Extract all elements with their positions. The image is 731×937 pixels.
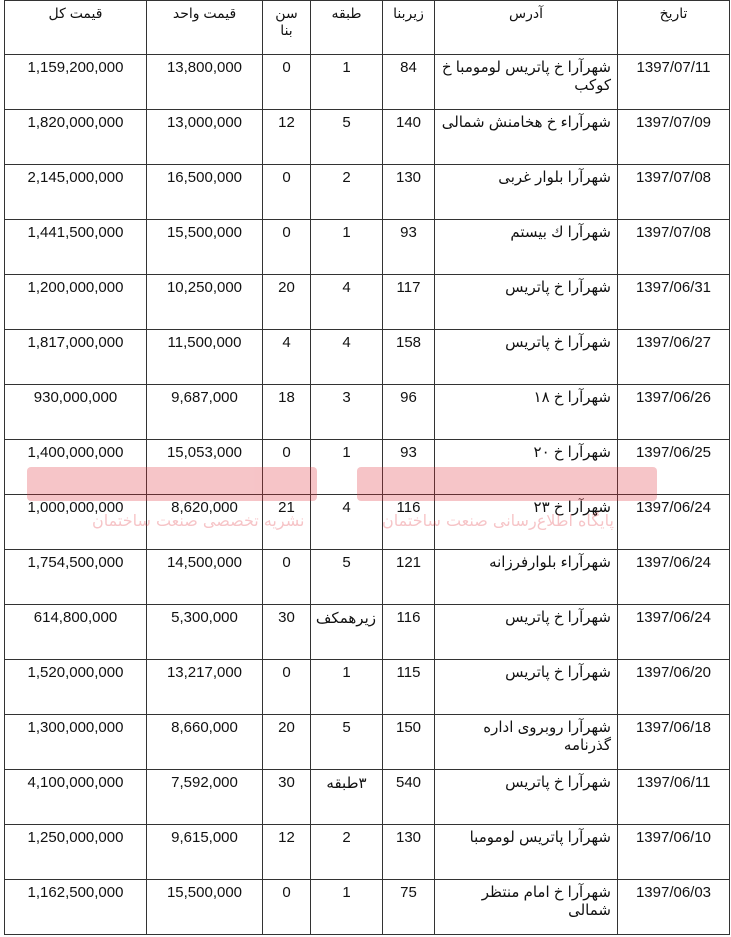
cell-address: شهرآرا بلوار غربی bbox=[435, 165, 618, 220]
cell-date: 1397/06/27 bbox=[618, 330, 730, 385]
cell-unit-price: 15,500,000 bbox=[147, 880, 263, 935]
cell-unit-price: 10,250,000 bbox=[147, 275, 263, 330]
cell-date: 1397/06/20 bbox=[618, 660, 730, 715]
header-total-price: قیمت کل bbox=[5, 1, 147, 55]
cell-total-price: 2,145,000,000 bbox=[5, 165, 147, 220]
cell-area: 158 bbox=[383, 330, 435, 385]
cell-area: 84 bbox=[383, 55, 435, 110]
cell-age: 20 bbox=[263, 275, 311, 330]
cell-address: شهرآرا خ پاتریس bbox=[435, 660, 618, 715]
cell-total-price: 4,100,000,000 bbox=[5, 770, 147, 825]
price-table bbox=[4, 0, 730, 935]
cell-address: شهرآرا خ پاتریس لومومبا خ کوکب bbox=[435, 55, 618, 110]
table-row bbox=[5, 220, 730, 275]
cell-date: 1397/06/03 bbox=[618, 880, 730, 935]
cell-total-price: 1,400,000,000 bbox=[5, 440, 147, 495]
table-row bbox=[5, 110, 730, 165]
cell-age: 0 bbox=[263, 880, 311, 935]
cell-age: 0 bbox=[263, 440, 311, 495]
cell-date: 1397/06/24 bbox=[618, 495, 730, 550]
cell-floor: زیرهمکف bbox=[311, 605, 383, 660]
cell-floor: ۳طبقه bbox=[311, 770, 383, 825]
table-row bbox=[5, 165, 730, 220]
cell-age: 21 bbox=[263, 495, 311, 550]
cell-unit-price: 14,500,000 bbox=[147, 550, 263, 605]
cell-unit-price: 9,687,000 bbox=[147, 385, 263, 440]
cell-address: شهرآرا خ ۲۳ bbox=[435, 495, 618, 550]
table-row bbox=[5, 495, 730, 550]
cell-age: 20 bbox=[263, 715, 311, 770]
cell-unit-price: 15,053,000 bbox=[147, 440, 263, 495]
cell-floor: 5 bbox=[311, 110, 383, 165]
cell-floor: 4 bbox=[311, 495, 383, 550]
cell-address: شهرآرا خ پاتریس bbox=[435, 275, 618, 330]
header-age: سن بنا bbox=[263, 1, 311, 55]
table-row bbox=[5, 275, 730, 330]
cell-unit-price: 13,800,000 bbox=[147, 55, 263, 110]
table-row bbox=[5, 55, 730, 110]
cell-floor: 2 bbox=[311, 825, 383, 880]
cell-total-price: 1,817,000,000 bbox=[5, 330, 147, 385]
cell-unit-price: 11,500,000 bbox=[147, 330, 263, 385]
table-row bbox=[5, 440, 730, 495]
cell-floor: 1 bbox=[311, 440, 383, 495]
cell-age: 30 bbox=[263, 605, 311, 660]
cell-floor: 1 bbox=[311, 660, 383, 715]
cell-address: شهرآرا پاتریس لومومبا bbox=[435, 825, 618, 880]
cell-address: شهرآرا خ امام منتظر شمالی bbox=[435, 880, 618, 935]
cell-unit-price: 16,500,000 bbox=[147, 165, 263, 220]
header-row bbox=[5, 1, 730, 55]
cell-unit-price: 15,500,000 bbox=[147, 220, 263, 275]
cell-age: 12 bbox=[263, 825, 311, 880]
cell-area: 115 bbox=[383, 660, 435, 715]
cell-age: 0 bbox=[263, 660, 311, 715]
cell-age: 0 bbox=[263, 55, 311, 110]
table-row bbox=[5, 770, 730, 825]
cell-age: 18 bbox=[263, 385, 311, 440]
cell-total-price: 1,441,500,000 bbox=[5, 220, 147, 275]
cell-address: شهرآرا خ پاتریس bbox=[435, 770, 618, 825]
header-address: آدرس bbox=[435, 1, 618, 55]
cell-floor: 2 bbox=[311, 165, 383, 220]
header-area: زیربنا bbox=[383, 1, 435, 55]
cell-area: 540 bbox=[383, 770, 435, 825]
cell-total-price: 1,820,000,000 bbox=[5, 110, 147, 165]
table-row bbox=[5, 715, 730, 770]
cell-age: 0 bbox=[263, 165, 311, 220]
header-floor: طبقه bbox=[311, 1, 383, 55]
watermark-subtitle-left: نشریه تخصصی صنعت ساختمان bbox=[92, 511, 305, 530]
cell-age: 4 bbox=[263, 330, 311, 385]
cell-date: 1397/06/25 bbox=[618, 440, 730, 495]
watermark-subtitle-right: پایگاه اطلاع‌رسانی صنعت ساختمان bbox=[382, 511, 614, 530]
cell-total-price: 1,200,000,000 bbox=[5, 275, 147, 330]
cell-unit-price: 8,620,000 bbox=[147, 495, 263, 550]
cell-total-price: 614,800,000 bbox=[5, 605, 147, 660]
cell-area: 140 bbox=[383, 110, 435, 165]
table-row bbox=[5, 880, 730, 935]
cell-date: 1397/07/08 bbox=[618, 165, 730, 220]
table-row bbox=[5, 825, 730, 880]
cell-area: 130 bbox=[383, 165, 435, 220]
cell-unit-price: 13,000,000 bbox=[147, 110, 263, 165]
cell-unit-price: 7,592,000 bbox=[147, 770, 263, 825]
cell-total-price: 1,162,500,000 bbox=[5, 880, 147, 935]
cell-age: 30 bbox=[263, 770, 311, 825]
cell-area: 130 bbox=[383, 825, 435, 880]
table-row bbox=[5, 550, 730, 605]
cell-floor: 5 bbox=[311, 715, 383, 770]
cell-address: شهرآرا خ ۱۸ bbox=[435, 385, 618, 440]
cell-total-price: 930,000,000 bbox=[5, 385, 147, 440]
cell-total-price: 1,000,000,000 bbox=[5, 495, 147, 550]
cell-unit-price: 5,300,000 bbox=[147, 605, 263, 660]
cell-date: 1397/06/11 bbox=[618, 770, 730, 825]
cell-date: 1397/06/26 bbox=[618, 385, 730, 440]
cell-age: 0 bbox=[263, 550, 311, 605]
cell-area: 150 bbox=[383, 715, 435, 770]
cell-date: 1397/06/31 bbox=[618, 275, 730, 330]
cell-unit-price: 9,615,000 bbox=[147, 825, 263, 880]
cell-date: 1397/06/24 bbox=[618, 550, 730, 605]
cell-address: شهرآرا خ ۲۰ bbox=[435, 440, 618, 495]
cell-area: 75 bbox=[383, 880, 435, 935]
table-row bbox=[5, 660, 730, 715]
cell-age: 0 bbox=[263, 220, 311, 275]
cell-floor: 1 bbox=[311, 880, 383, 935]
cell-floor: 1 bbox=[311, 55, 383, 110]
header-date: تاریخ bbox=[618, 1, 730, 55]
cell-total-price: 1,520,000,000 bbox=[5, 660, 147, 715]
cell-area: 121 bbox=[383, 550, 435, 605]
cell-date: 1397/06/18 bbox=[618, 715, 730, 770]
cell-address: شهرآرا خ پاتریس bbox=[435, 330, 618, 385]
cell-total-price: 1,159,200,000 bbox=[5, 55, 147, 110]
cell-date: 1397/06/24 bbox=[618, 605, 730, 660]
cell-address: شهرآرا ك بیستم bbox=[435, 220, 618, 275]
table-row bbox=[5, 605, 730, 660]
cell-floor: 3 bbox=[311, 385, 383, 440]
cell-age: 12 bbox=[263, 110, 311, 165]
cell-total-price: 1,300,000,000 bbox=[5, 715, 147, 770]
cell-date: 1397/07/08 bbox=[618, 220, 730, 275]
cell-floor: 4 bbox=[311, 275, 383, 330]
cell-address: شهرآراء بلوارفرزانه bbox=[435, 550, 618, 605]
cell-area: 93 bbox=[383, 220, 435, 275]
cell-floor: 1 bbox=[311, 220, 383, 275]
cell-area: 116 bbox=[383, 605, 435, 660]
cell-floor: 4 bbox=[311, 330, 383, 385]
cell-area: 96 bbox=[383, 385, 435, 440]
cell-area: 117 bbox=[383, 275, 435, 330]
cell-floor: 5 bbox=[311, 550, 383, 605]
cell-total-price: 1,754,500,000 bbox=[5, 550, 147, 605]
table-row bbox=[5, 330, 730, 385]
cell-address: شهرآرا روبروی اداره گذرنامه bbox=[435, 715, 618, 770]
cell-address: شهرآراء خ هخامنش شمالی bbox=[435, 110, 618, 165]
cell-date: 1397/06/10 bbox=[618, 825, 730, 880]
cell-date: 1397/07/09 bbox=[618, 110, 730, 165]
header-unit-price: قیمت واحد bbox=[147, 1, 263, 55]
cell-unit-price: 13,217,000 bbox=[147, 660, 263, 715]
table-row bbox=[5, 385, 730, 440]
cell-total-price: 1,250,000,000 bbox=[5, 825, 147, 880]
cell-unit-price: 8,660,000 bbox=[147, 715, 263, 770]
cell-area: 93 bbox=[383, 440, 435, 495]
cell-address: شهرآرا خ پاتریس bbox=[435, 605, 618, 660]
cell-date: 1397/07/11 bbox=[618, 55, 730, 110]
cell-area: 116 bbox=[383, 495, 435, 550]
